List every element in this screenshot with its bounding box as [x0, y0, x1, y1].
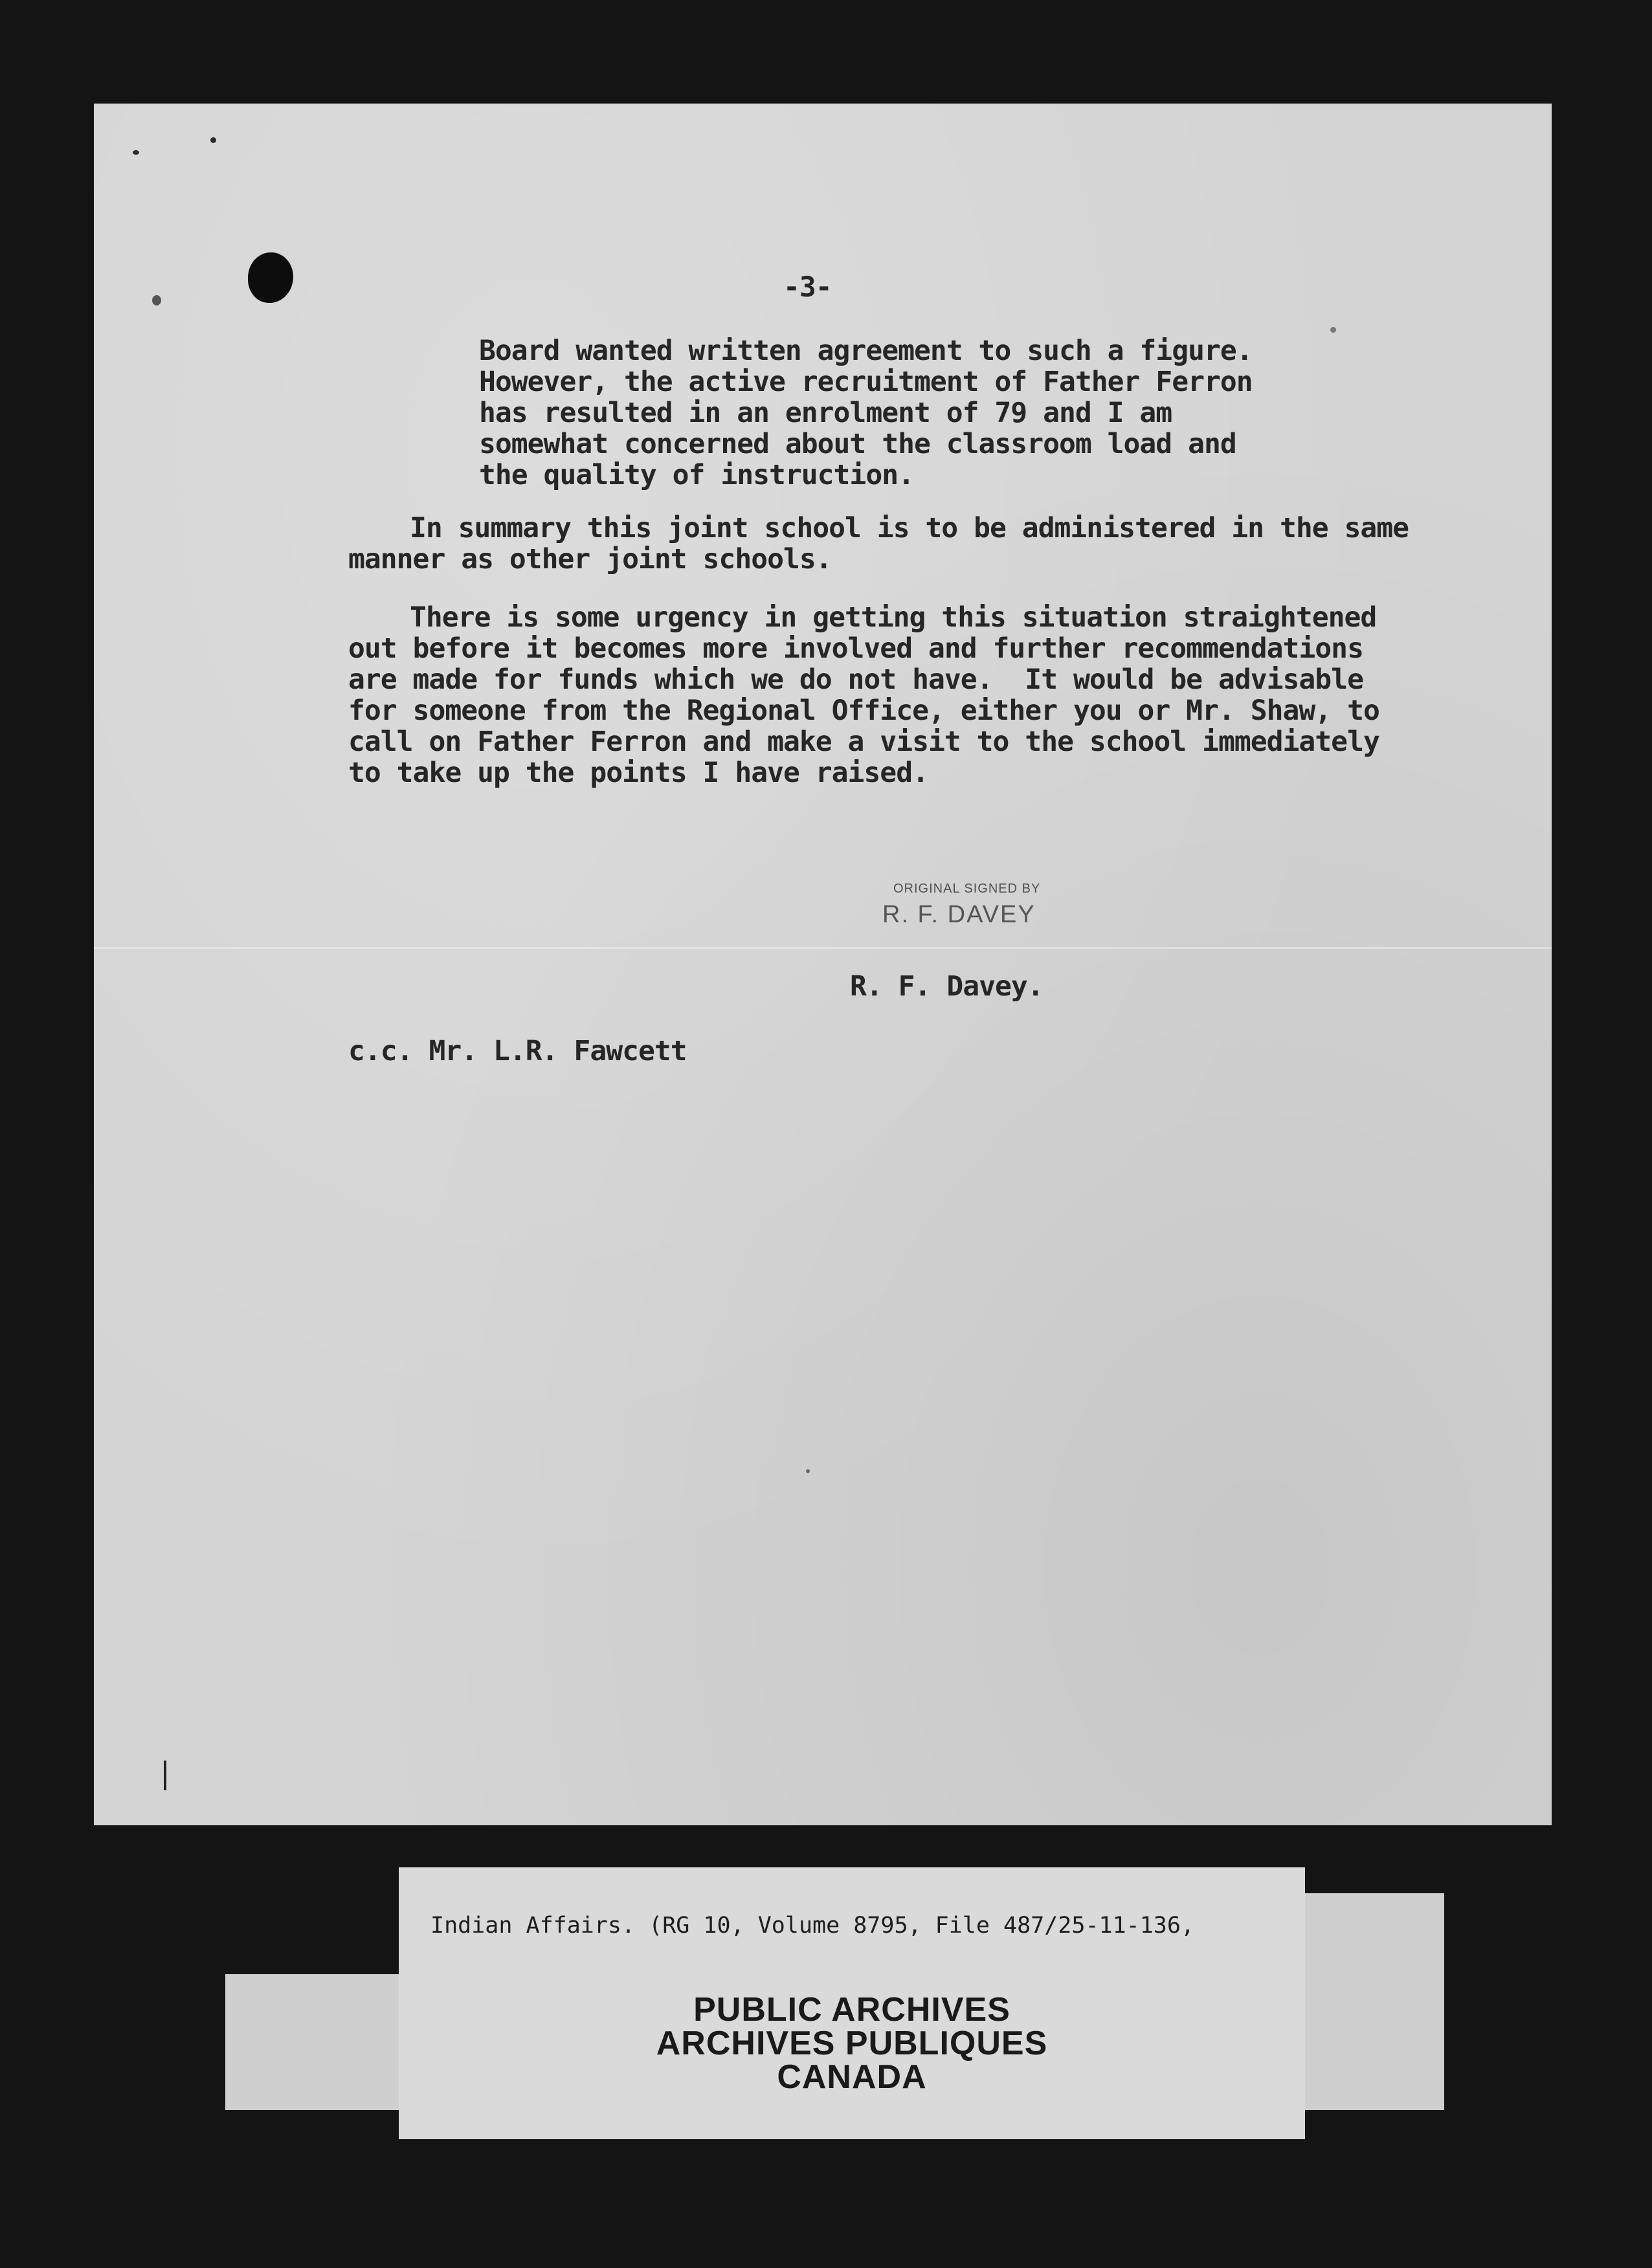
archive-label-notch	[225, 1893, 399, 1974]
urgency-line: for someone from the Regional Office, either you or Mr. Shaw, to	[348, 695, 1379, 727]
original-signed-stamp-caption: ORIGINAL SIGNED BY	[893, 882, 1041, 896]
page-number: -3-	[783, 271, 832, 304]
speck	[133, 150, 139, 155]
document-page	[94, 104, 1552, 1825]
speck	[210, 137, 216, 143]
summary-line: In summary this joint school is to be administered in the same	[410, 512, 1409, 544]
urgency-line: to take up the points I have raised.	[348, 757, 928, 789]
quoted-line: has resulted in an enrolment of 79 and I am	[479, 397, 1172, 429]
signer-name: R. F. Davey.	[850, 970, 1044, 1003]
quoted-line: Board wanted written agreement to such a figure.	[479, 335, 1253, 367]
speck	[1330, 327, 1336, 333]
urgency-line: are made for funds which we do not have. It would be advisable	[348, 663, 1363, 696]
archive-country: CANADA	[777, 2058, 927, 2096]
margin-mark	[164, 1761, 166, 1790]
archive-citation: Indian Affairs. (RG 10, Volume 8795, File 487/25-11-136,	[430, 1913, 1195, 1939]
urgency-line: call on Father Ferron and make a visit to the school immediately	[348, 726, 1379, 758]
quoted-line: However, the active recruitment of Father Ferron	[479, 366, 1253, 398]
urgency-line: out before it becomes more involved and further recommendations	[348, 632, 1363, 665]
speck	[152, 295, 161, 306]
carbon-copy-line: c.c. Mr. L.R. Fawcett	[348, 1035, 687, 1067]
page-fold-line	[94, 947, 1552, 949]
archive-institution-french: ARCHIVES PUBLIQUES	[656, 2025, 1048, 2062]
quoted-line: the quality of instruction.	[479, 459, 914, 491]
punch-hole-blot	[248, 252, 293, 303]
quoted-line: somewhat concerned about the classroom load and	[479, 428, 1236, 460]
urgency-line: There is some urgency in getting this situation straightened	[410, 601, 1377, 634]
archive-institution-english: PUBLIC ARCHIVES	[693, 1991, 1010, 2029]
speck	[806, 1469, 810, 1473]
original-signed-stamp-name: R. F. DAVEY	[882, 901, 1036, 928]
summary-line: manner as other joint schools.	[348, 543, 832, 575]
